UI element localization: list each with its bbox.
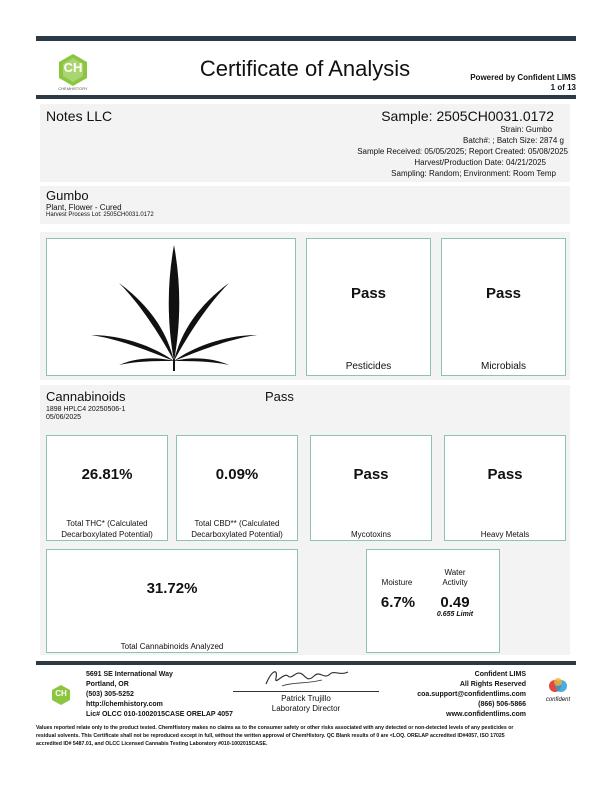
heavy-metals-card bbox=[444, 435, 566, 541]
address-street: 5691 SE International Way bbox=[86, 671, 173, 678]
lims-website: www.confidentlims.com bbox=[446, 711, 526, 718]
mycotoxins-card bbox=[310, 435, 432, 541]
water-activity-value: 0.49 bbox=[440, 594, 470, 611]
total-cbd-label-1: Total CBD** (Calculated bbox=[194, 519, 280, 528]
client-name: Notes LLC bbox=[46, 108, 113, 124]
footer-divider bbox=[36, 661, 576, 665]
water-activity-limit: 0.655 Limit bbox=[436, 611, 474, 618]
mycotoxins-label: Mycotoxins bbox=[350, 530, 391, 539]
microbials-result: Pass bbox=[485, 285, 522, 302]
total-thc-card bbox=[46, 435, 168, 541]
pesticides-result: Pass bbox=[350, 285, 387, 302]
address-city: Portland, OR bbox=[86, 681, 129, 688]
detail-batch: Batch#: ; Batch Size: 2874 g bbox=[463, 136, 564, 145]
confident-logo-text: confident bbox=[545, 697, 571, 703]
signature-line bbox=[233, 691, 379, 692]
cannabinoids-method: 1898 HPLC4 20250506-1 bbox=[46, 406, 126, 413]
water-activity-label-1: Water bbox=[444, 568, 466, 577]
cannabinoids-title: Cannabinoids bbox=[46, 389, 126, 404]
total-cannabinoids-label: Total Cannabinoids Analyzed bbox=[120, 642, 224, 651]
moisture-label: Moisture bbox=[381, 578, 413, 587]
logo-subtext: CHEMHISTORY bbox=[58, 86, 88, 91]
total-thc-label-2: Decarboxylated Potential) bbox=[61, 530, 153, 539]
footer-logo bbox=[50, 684, 72, 706]
lims-phone: (866) 506-5866 bbox=[478, 701, 526, 708]
lims-rights: All Rights Reserved bbox=[459, 681, 526, 688]
heavy-metals-label: Heavy Metals bbox=[480, 530, 530, 539]
detail-sampling: Sampling: Random; Environment: Room Temp bbox=[391, 169, 556, 178]
address-phone: (503) 305-5252 bbox=[86, 691, 134, 698]
lab-address bbox=[86, 670, 233, 720]
sample-details bbox=[300, 124, 568, 179]
mycotoxins-result: Pass bbox=[353, 466, 389, 483]
total-cbd-label-2: Decarboxylated Potential) bbox=[191, 530, 283, 539]
address-website: http://chemhistory.com bbox=[86, 701, 163, 708]
total-cannabinoids-value: 31.72% bbox=[146, 580, 198, 597]
cannabis-leaf-icon bbox=[79, 243, 269, 371]
top-bar bbox=[36, 36, 576, 41]
leaf-image-card bbox=[46, 238, 296, 376]
detail-harvest: Harvest/Production Date: 04/21/2025 bbox=[414, 158, 546, 167]
pesticides-label: Pesticides bbox=[345, 361, 392, 372]
chemhistory-logo bbox=[55, 52, 91, 91]
confident-dots-icon bbox=[546, 676, 570, 696]
disclaimer-line-1: Values reported relate only to the product tested. ChemHistory makes no claims as to the consumer safety or other risks associated with any detected or non-detected levels of any pesticides or bbox=[36, 725, 514, 731]
signatory-name: Patrick Trujillo bbox=[281, 694, 331, 703]
cannabinoids-status: Pass bbox=[265, 389, 294, 404]
sample-id: Sample: 2505CH0031.0172 bbox=[381, 108, 554, 124]
total-cbd-value: 0.09% bbox=[215, 466, 259, 483]
logo-text: CH bbox=[63, 60, 83, 75]
microbials-card bbox=[441, 238, 566, 376]
lims-email: coa.support@confidentlims.com bbox=[417, 691, 526, 698]
heavy-metals-result: Pass bbox=[487, 466, 523, 483]
water-activity-label-2: Activity bbox=[442, 578, 468, 587]
disclaimer-line-3: accredited ID# 5487.01, and OLCC Licensed Cannabis Testing Laboratory #010-1002015CASE. bbox=[36, 741, 268, 747]
pesticides-card bbox=[306, 238, 431, 376]
confident-logo bbox=[538, 676, 578, 710]
powered-by: Powered by Confident LIMS bbox=[470, 73, 576, 82]
product-name: Gumbo bbox=[46, 188, 89, 203]
footer-logo-text: CH bbox=[55, 689, 67, 698]
moisture-card bbox=[366, 549, 500, 653]
total-thc-label-1: Total THC* (Calculated bbox=[66, 519, 148, 528]
signature-image bbox=[262, 666, 352, 690]
page-number: 1 of 13 bbox=[550, 83, 576, 92]
cannabinoids-date: 05/06/2025 bbox=[46, 414, 82, 421]
total-cannabinoids-card bbox=[46, 549, 298, 653]
total-cbd-card bbox=[176, 435, 298, 541]
product-lot: Harvest Process Lot: 2505CH0031.0172 bbox=[46, 212, 154, 218]
microbials-label: Microbials bbox=[480, 361, 526, 372]
detail-dates: Sample Received: 05/05/2025; Report Created: 05/08/2025 bbox=[357, 147, 568, 156]
moisture-value: 6.7% bbox=[380, 594, 416, 611]
address-license: Lic# OLCC 010-1002015CASE ORELAP 4057 bbox=[86, 711, 233, 718]
disclaimer-line-2: residual solvents. This Certificate shall not be reproduced except in full, without the written approval of ChemHistory. QC Blank results of 0 are <LOQ. ORELAP accredited ID#4057, ISO 17025 bbox=[36, 733, 505, 739]
header-divider bbox=[36, 95, 576, 99]
disclaimer bbox=[36, 724, 608, 748]
page-title: Certificate of Analysis bbox=[199, 56, 411, 81]
lims-info bbox=[400, 670, 526, 720]
total-thc-value: 26.81% bbox=[81, 466, 133, 483]
product-type: Plant, Flower - Cured bbox=[46, 203, 122, 212]
signatory-title: Laboratory Director bbox=[271, 704, 341, 713]
lims-name: Confident LIMS bbox=[474, 671, 526, 678]
detail-strain: Strain: Gumbo bbox=[500, 125, 552, 134]
